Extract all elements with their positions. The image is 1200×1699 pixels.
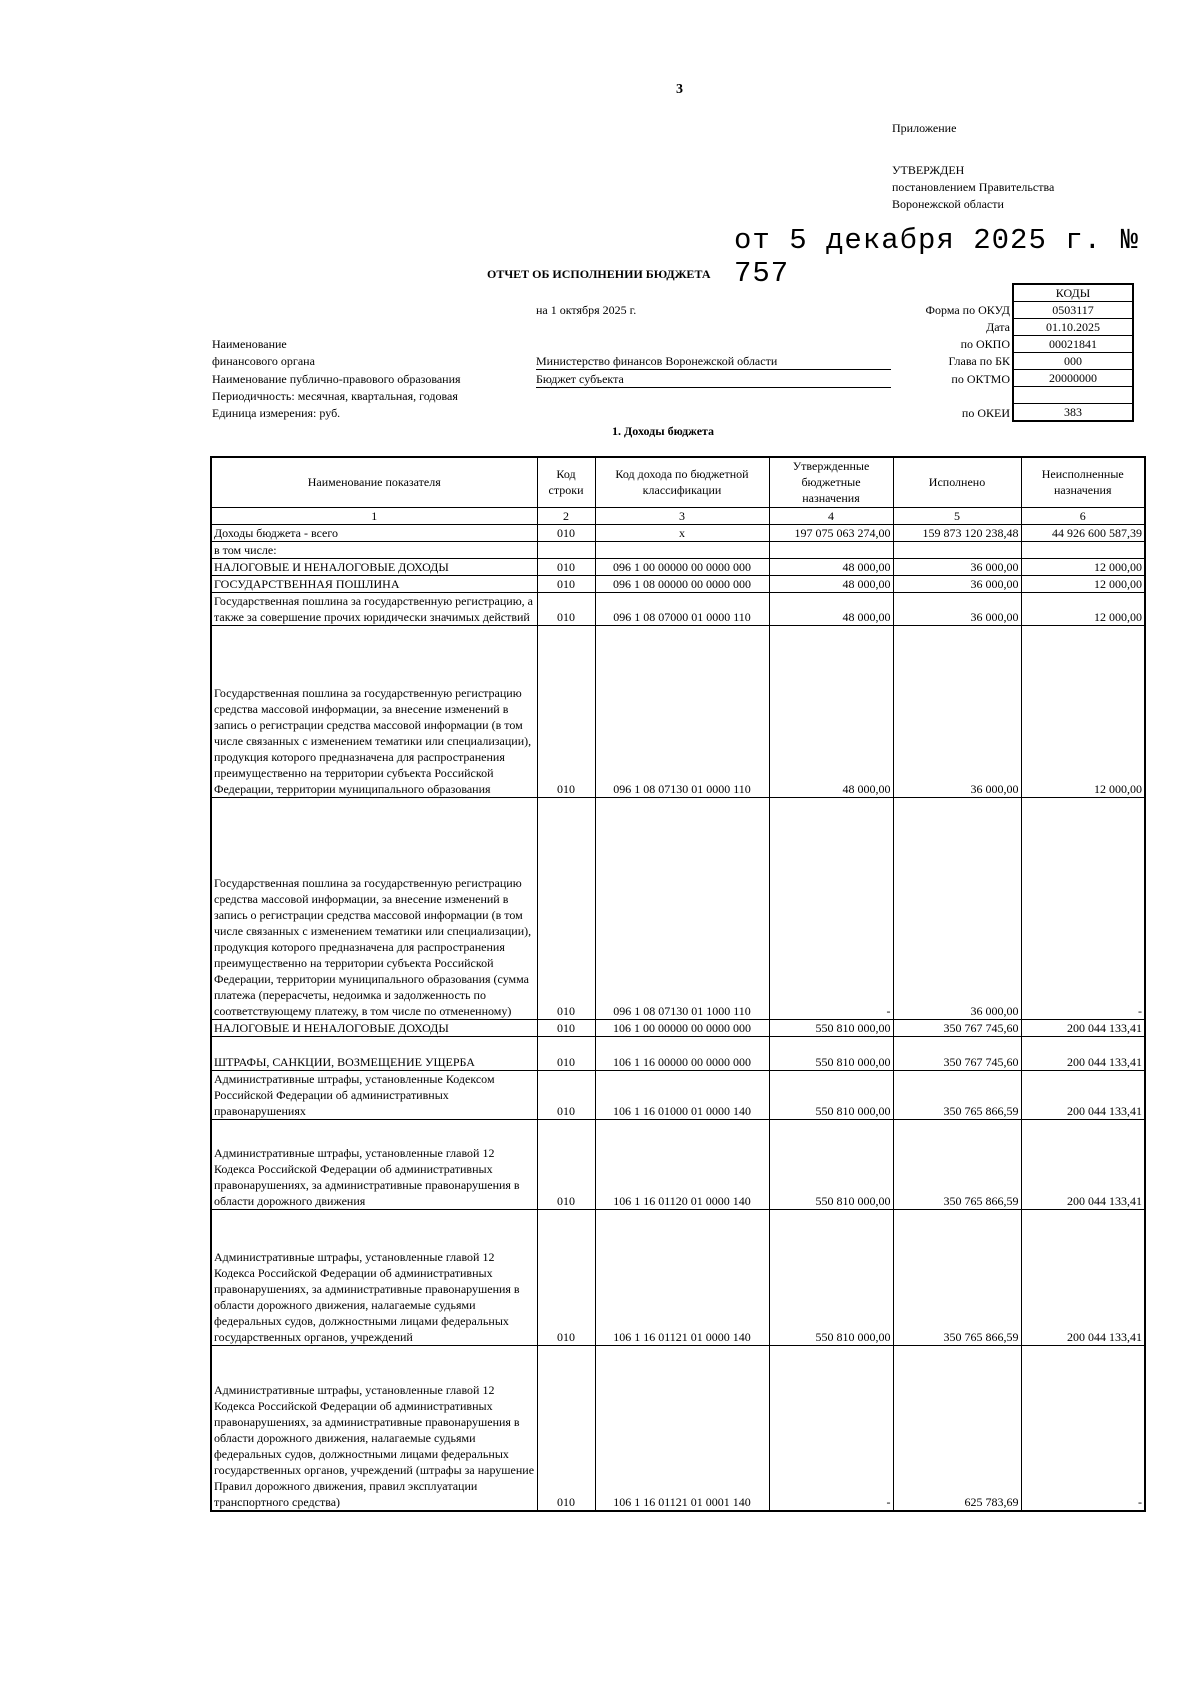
row-unexecuted: 200 044 133,41 [1021,1036,1145,1070]
row-executed: 36 000,00 [893,592,1021,625]
header-executed: Исполнено [893,457,1021,507]
row-line-code: 010 [537,1036,595,1070]
approved-label: УТВЕРЖДЕН [892,163,965,177]
codes-table [1012,283,1134,422]
table-row [211,1209,1145,1345]
row-income-code: 096 1 08 07130 01 0000 110 [595,625,769,797]
table-row [211,797,1145,1019]
row-line-code: 010 [537,797,595,1019]
row-line-code: 010 [537,524,595,541]
col-number-1: 1 [211,507,537,524]
row-unexecuted: 200 044 133,41 [1021,1209,1145,1345]
table-row [211,1036,1145,1070]
row-unexecuted: 12 000,00 [1021,592,1145,625]
header-line-code: Код строки [537,457,595,507]
table-row [211,1345,1145,1511]
oktmo-code: 20000000 [1013,370,1133,387]
row-line-code: 010 [537,558,595,575]
row-executed: 36 000,00 [893,797,1021,1019]
approved-by-line1: постановлением Правительства [892,180,1055,194]
table-row [211,575,1145,592]
header-indicator-name: Наименование показателя [211,457,537,507]
row-unexecuted: 12 000,00 [1021,575,1145,592]
row-income-code: 106 1 16 01121 01 0000 140 [595,1209,769,1345]
okud-code: 0503117 [1013,302,1133,319]
approved-by-line2: Воронежской области [892,197,1004,211]
row-unexecuted: 200 044 133,41 [1021,1119,1145,1209]
unit-label: Единица измерения: руб. [212,406,341,420]
column-number-row [211,507,1145,524]
row-income-code: 096 1 08 07130 01 1000 110 [595,797,769,1019]
row-executed: 350 767 745,60 [893,1036,1021,1070]
row-name: Административные штрафы, установленные главой 12 Кодекса Российской Федерации об административных правонарушениях, за административные правонарушения в области дорожного движения, налагаемые судьями федеральных судов, должностными лицами федеральных государственных органов, учреждений (штрафы за нарушение Правил дорожного движения, правил эксплуатации транспортного средства) [211,1345,537,1511]
row-executed: 350 767 745,60 [893,1019,1021,1036]
row-line-code [537,541,595,558]
row-unexecuted: 44 926 600 587,39 [1021,524,1145,541]
bk-label: Глава по БК [948,354,1010,368]
row-executed: 159 873 120 238,48 [893,524,1021,541]
row-income-code: 096 1 08 07000 01 0000 110 [595,592,769,625]
row-approved: 48 000,00 [769,558,893,575]
row-approved: 48 000,00 [769,592,893,625]
row-name: Административные штрафы, установленные Кодексом Российской Федерации об административных правонарушениях [211,1070,537,1119]
row-name: Государственная пошлина за государственную регистрацию средства массовой информации, за внесение изменений в запись о регистрации средства массовой информации (в том числе связанных с изменением тематики или специализации), продукция которого предназначена для распространения преимущественно на территории субъекта Российской Федерации, территории муниципального образования [211,625,537,797]
col-number-3: 3 [595,507,769,524]
row-income-code: 106 1 16 01121 01 0001 140 [595,1345,769,1511]
periodicity-label: Периодичность: месячная, квартальная, годовая [212,389,458,403]
date-code: 01.10.2025 [1013,319,1133,336]
appendix-label: Приложение [892,121,957,135]
row-income-code: 106 1 16 01000 01 0000 140 [595,1070,769,1119]
page-number: 3 [676,82,683,97]
okud-label: Форма по ОКУД [925,303,1010,317]
row-income-code: 096 1 00 00000 00 0000 000 [595,558,769,575]
row-executed: 36 000,00 [893,625,1021,797]
row-approved: 197 075 063 274,00 [769,524,893,541]
table-header-row [211,457,1145,507]
empty-code [1013,387,1133,404]
row-line-code: 010 [537,1119,595,1209]
row-line-code: 010 [537,1209,595,1345]
row-approved: 48 000,00 [769,575,893,592]
okei-label: по ОКЕИ [961,406,1010,420]
row-approved: 550 810 000,00 [769,1019,893,1036]
col-number-4: 4 [769,507,893,524]
row-income-code: 096 1 08 00000 00 0000 000 [595,575,769,592]
table-row [211,1019,1145,1036]
row-executed: 350 765 866,59 [893,1119,1021,1209]
row-name: НАЛОГОВЫЕ И НЕНАЛОГОВЫЕ ДОХОДЫ [211,558,537,575]
okei-code: 383 [1013,404,1133,422]
row-line-code: 010 [537,1070,595,1119]
codes-header: КОДЫ [1013,284,1133,302]
row-executed: 36 000,00 [893,558,1021,575]
row-approved [769,541,893,558]
row-approved: 550 810 000,00 [769,1036,893,1070]
row-line-code: 010 [537,575,595,592]
row-name: НАЛОГОВЫЕ И НЕНАЛОГОВЫЕ ДОХОДЫ [211,1019,537,1036]
col-number-2: 2 [537,507,595,524]
row-approved: - [769,797,893,1019]
row-line-code: 010 [537,592,595,625]
row-income-code: 106 1 16 01120 01 0000 140 [595,1119,769,1209]
row-name: Доходы бюджета - всего [211,524,537,541]
finance-body-label-1: Наименование [212,337,287,351]
col-number-6: 6 [1021,507,1145,524]
oktmo-label: по ОКТМО [951,372,1010,386]
okpo-label: по ОКПО [960,337,1010,351]
row-unexecuted: - [1021,797,1145,1019]
decree-stamp: от 5 декабря 2025 г. № 757 [734,224,1139,290]
row-approved: - [769,1345,893,1511]
row-unexecuted: 200 044 133,41 [1021,1019,1145,1036]
row-executed: 350 765 866,59 [893,1070,1021,1119]
date-label: Дата [986,320,1010,334]
header-unexecuted: Неисполненные назначения [1021,457,1145,507]
row-name: в том числе: [211,541,537,558]
table-row [211,625,1145,797]
row-line-code: 010 [537,1345,595,1511]
table-row [211,524,1145,541]
row-income-code [595,541,769,558]
row-approved: 48 000,00 [769,625,893,797]
row-approved: 550 810 000,00 [769,1119,893,1209]
table-row [211,1119,1145,1209]
row-executed [893,541,1021,558]
finance-body-label-2: финансового органа [212,354,315,368]
table-row [211,541,1145,558]
table-row [211,558,1145,575]
row-executed: 350 765 866,59 [893,1209,1021,1345]
finance-body-value: Министерство финансов Воронежской области [536,354,891,370]
row-executed: 36 000,00 [893,575,1021,592]
row-name: Государственная пошлина за государственную регистрацию, а также за совершение прочих юридически значимых действий [211,592,537,625]
row-name: ГОСУДАРСТВЕННАЯ ПОШЛИНА [211,575,537,592]
row-approved: 550 810 000,00 [769,1209,893,1345]
row-income-code: 106 1 16 00000 00 0000 000 [595,1036,769,1070]
public-entity-label: Наименование публично-правового образования [212,372,461,386]
okpo-code: 00021841 [1013,336,1133,353]
header-approved: Утвержденные бюджетные назначения [769,457,893,507]
row-executed: 625 783,69 [893,1345,1021,1511]
bk-code: 000 [1013,353,1133,370]
section-title: 1. Доходы бюджета [612,424,715,438]
row-income-code: x [595,524,769,541]
report-date: на 1 октября 2025 г. [536,303,637,317]
table-row [211,592,1145,625]
row-unexecuted [1021,541,1145,558]
row-line-code: 010 [537,1019,595,1036]
public-entity-value: Бюджет субъекта [536,372,891,388]
row-income-code: 106 1 00 00000 00 0000 000 [595,1019,769,1036]
table-row [211,1070,1145,1119]
row-name: Административные штрафы, установленные главой 12 Кодекса Российской Федерации об административных правонарушениях, за административные правонарушения в области дорожного движения [211,1119,537,1209]
row-name: Государственная пошлина за государственную регистрацию средства массовой информации, за внесение изменений в запись о регистрации средства массовой информации (в том числе связанных с изменением тематики или специализации), продукция которого предназначена для распространения преимущественно на территории субъекта Российской Федерации, территории муниципального образования (сумма платежа (перерасчеты, недоимка и задолженность по соответствующему платежу, в том числе по отмененному) [211,797,537,1019]
row-name: Административные штрафы, установленные главой 12 Кодекса Российской Федерации об административных правонарушениях, за административные правонарушения в области дорожного движения, налагаемые судьями федеральных судов, должностными лицами федеральных государственных органов, учреждений [211,1209,537,1345]
row-name: ШТРАФЫ, САНКЦИИ, ВОЗМЕЩЕНИЕ УЩЕРБА [211,1036,537,1070]
report-title: ОТЧЕТ ОБ ИСПОЛНЕНИИ БЮДЖЕТА [487,267,711,281]
row-line-code: 010 [537,625,595,797]
row-unexecuted: 12 000,00 [1021,625,1145,797]
header-income-code: Код дохода по бюджетной классификации [595,457,769,507]
col-number-5: 5 [893,507,1021,524]
row-unexecuted: 12 000,00 [1021,558,1145,575]
income-table [210,456,1146,1512]
row-unexecuted: - [1021,1345,1145,1511]
row-approved: 550 810 000,00 [769,1070,893,1119]
row-unexecuted: 200 044 133,41 [1021,1070,1145,1119]
